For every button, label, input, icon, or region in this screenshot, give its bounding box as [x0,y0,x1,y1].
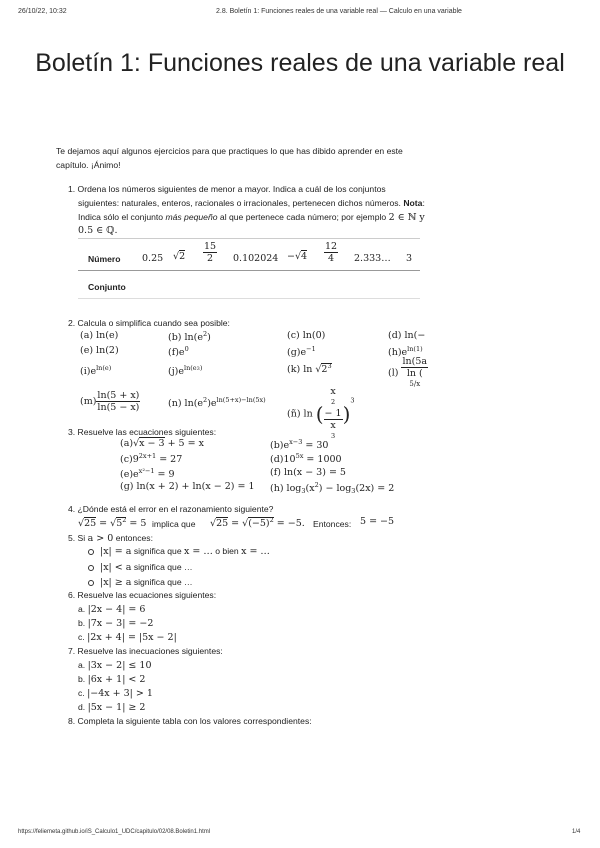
q2-item-l: (l) ln(5a ln ( 5/x [388,356,428,388]
q3-item-d: $(d)10^{5x} = 1000$ [270,452,342,465]
q4-eq1: $√25 = √5^2 = 5$ [78,516,147,529]
q3-item-e: $(e)e^{x^2-1} = 9$ [120,467,175,480]
table-header-numero: Número [88,254,121,264]
table-value: 3 [406,253,413,264]
q1-line1: 1. Ordena los números siguientes de menor a mayor. Indica a cuál de los conjuntos [68,184,386,194]
q1-line3d: 2 ∈ ℕ y [388,212,425,223]
q1-line2-wrap: siguientes: naturales, enteros, racionales o irracionales, pertenecen dichos números. Nota: [78,198,425,208]
q5-item-3: |x| ≥ a significa que … [100,577,193,588]
q2-item-j: $(j)e^{ln(e3)}$ [168,364,203,377]
table-value-neg-sqrt4: −√4 [287,251,308,262]
q2-item-f: $(f)e^0$ [168,345,189,358]
print-tab-title: 2.8. Boletín 1: Funciones reales de una variable real — Calculo en una variable [216,8,462,15]
q7-item-b: b. |6x + 1| < 2 [78,674,146,685]
q3-item-b: $(b)e^{x-3} = 30$ [270,438,329,451]
q3-item-c: $(c)9^{2x+1} = 27$ [120,452,183,465]
q2-item-b: (b) $\ln(e^2)$ [168,330,211,343]
q7-label: 7. Resuelve las inecuaciones siguientes: [68,646,223,656]
q3-item-a: (a)√x − 3 + 5 = x [120,438,204,449]
table-value-15-2: $\frac{15}{2}$ [204,241,217,264]
q5-label: 5. Si a > 0 entonces: [68,533,153,544]
q6-item-b: b. |7x − 3| = −2 [78,618,154,629]
q7-item-a: a. |3x − 2| ≤ 10 [78,660,152,671]
intro-text: Te dejamos aquí algunos ejercicios para que practiques lo que has dibido aprender en este capítulo. ¡Ánimo! [56,146,403,170]
table-value-sqrt2: √2 [173,251,186,262]
table-value: 2.333… [354,253,391,264]
table-value: 0.102024 [233,253,279,264]
q2-item-m: (m) $\frac{\ln(5 + x)}{\ln(5 - x)}$ [80,390,140,413]
q6-item-c: c. |2x + 4| = |5x − 2| [78,632,177,643]
q6-label: 6. Resuelve las ecuaciones siguientes: [68,590,217,600]
q2-label: 2. Calcula o simplifica cuando sea posible: [68,318,230,328]
table-bottom-rule [78,298,420,299]
q1-line3b: más pequeño [165,212,218,222]
page-title: Boletín 1: Funciones reales de una variable real [35,49,565,77]
q2-item-d: (d) ln(− [388,330,426,341]
q2-item-i: $(i)e^{ln(e)}$ [80,364,112,377]
table-value: 0.25 [142,253,164,264]
q2-item-g: $(g)e^{-1}$ [287,345,316,358]
q2-item-c: (c) ln(0) [287,330,326,341]
q1-line4: 0.5 ∈ ℚ. [78,225,118,236]
q4-entonces: Entonces: [313,519,352,529]
q4-label: 4. ¿Dónde está el error en el razonamiento siguiente? [68,504,274,514]
q5-item-1: |x| = a significa que x = … o bien x = … [100,546,270,557]
table-row-conjunto: Conjunto [88,282,126,292]
q7-item-c: c. |−4x + 3| > 1 [78,688,153,699]
q1-nota: Nota [403,198,423,208]
print-datetime: 26/10/22, 10:32 [18,8,67,15]
q3-item-h: (h) $\log_3(x^2) - \log_3(2x) = 2$ [270,481,395,495]
print-url: https://feliemeta.github.io/iS_Calculo1_UDC/capitulo/02/08.Boletin1.html [18,829,211,835]
q1-line3a: Indica sólo el conjunto [78,212,164,222]
q4-implica: implica que [152,519,196,529]
q1-line3 [78,211,425,224]
q5-item-2: |x| < a significa que … [100,562,193,573]
q4-eq2: $√25 = √(-5)^2 = -5$. [210,516,305,529]
table-top-rule [78,238,420,239]
q2-item-a: (a) ln(e) [80,330,119,341]
q6-item-a: a. |2x − 4| = 6 [78,604,146,615]
q8-label: 8. Completa la siguiente tabla con los valores correspondientes: [68,716,312,726]
q3-item-g: (g) ln(x + 2) + ln(x − 2) = 1 [120,481,255,492]
q3-label: 3. Resuelve las ecuaciones siguientes: [68,427,217,437]
bullet-icon [88,549,94,555]
table-value-12-4: $\frac{12}{4}$ [325,241,338,264]
q2-item-n: (n) $\ln(e^2)e^{ln(5+x)-ln(5x)}$ [168,396,266,409]
print-page-number: 1/4 [572,829,581,835]
q3-item-f: (f) ln(x − 3) = 5 [270,467,346,478]
table-header-rule [78,270,420,271]
q2-item-enye: (ñ) ln ( x 2 − 1 x 3 )$^3$ [287,386,355,440]
q7-item-d: d. |5x − 1| ≥ 2 [78,702,146,713]
q2-item-k: (k) $\ln √2^3$ [287,362,332,375]
q1-line2: siguientes: naturales, enteros, racionales o irracionales, pertenecen dichos números. [78,198,401,208]
q2-item-e: (e) ln(2) [80,345,119,356]
q1-line3c: al que pertenece cada número; por ejemplo [219,212,387,222]
bullet-icon [88,565,94,571]
q4-eq3: 5 = −5 [360,516,395,527]
bullet-icon [88,580,94,586]
q2-item-h: $(h)e^{ln(1)}$ [388,345,423,358]
